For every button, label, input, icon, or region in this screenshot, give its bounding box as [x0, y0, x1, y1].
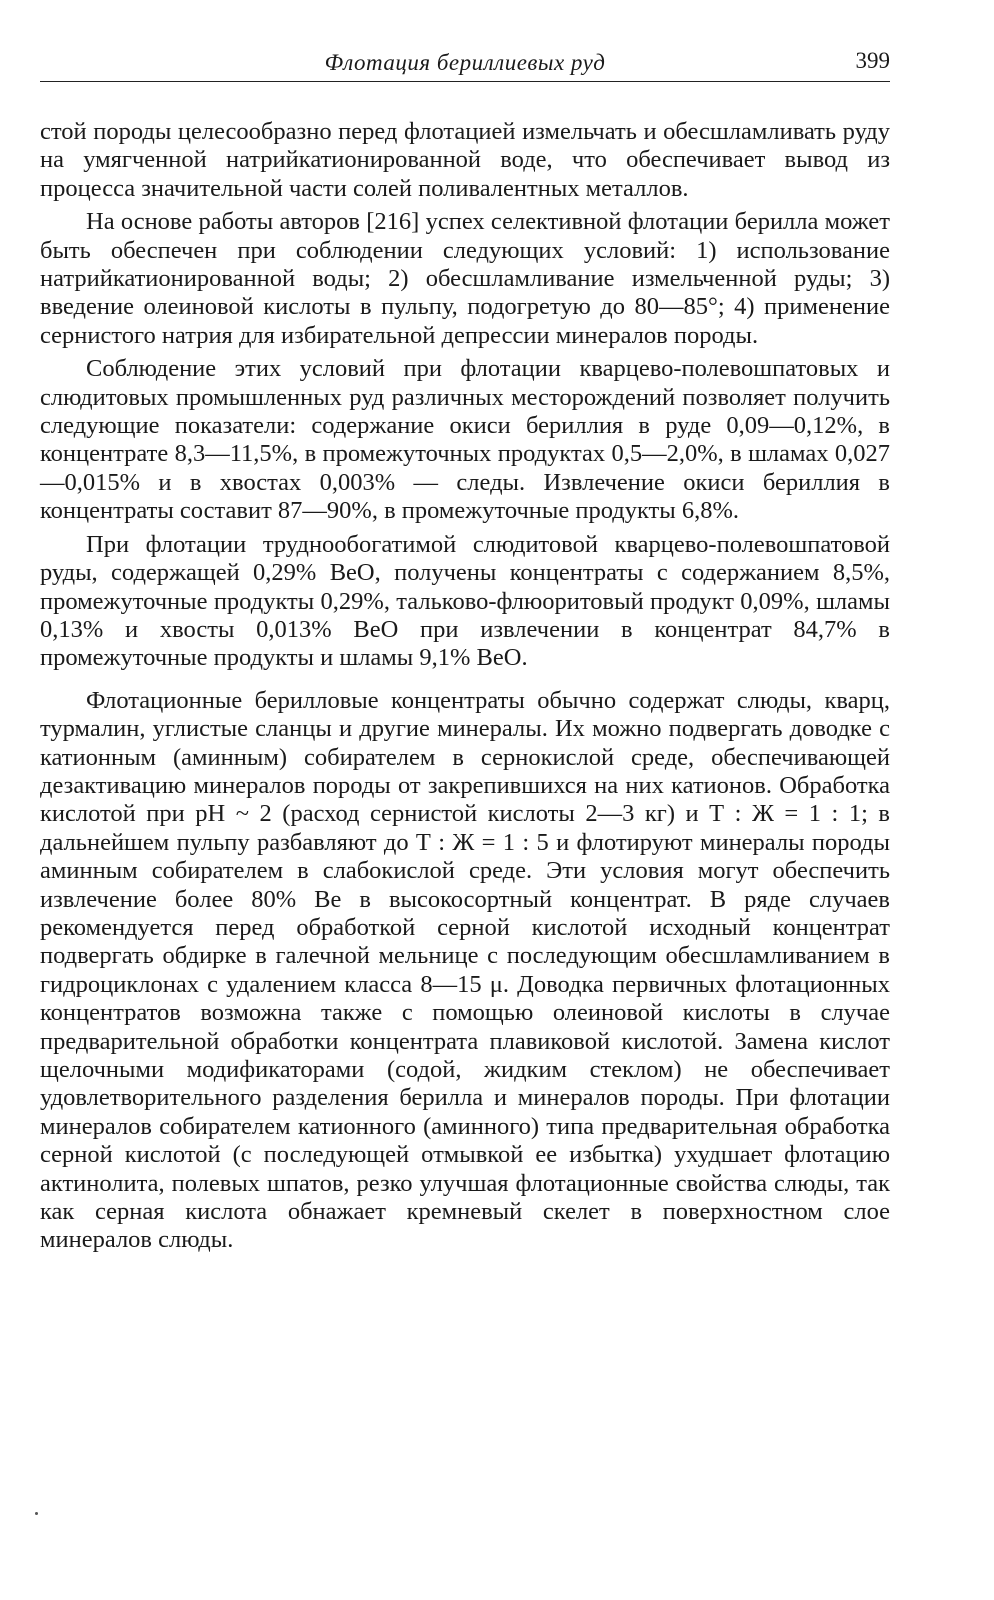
header-rule — [40, 81, 890, 82]
paragraph-concentrate-cleaning: Флотационные берилловые концентраты обычно содержат слюды, кварц, турмалин, углистые сланцы и другие минералы. Их можно подвергать доводке с катионным (аминным) собирателем в сернокислой среде, обеспечивающей дезактивацию минералов породы от закрепившихся на них катионов. Обработка кислотой при pH ~ 2 (расход сернистой кислоты 2—3 кг) и Т : Ж = 1 : 1; в дальнейшем пульпу разбавляют до Т : Ж = 1 : 5 и флотируют минералы породы аминным собирателем в слабокислой среде. Эти условия могут обеспечить извлечение более 80% Be в высокосортный концентрат. В ряде случаев рекомендуется перед обработкой серной кислотой исходный концентрат подвергать обдирке в галечной мельнице с последующим обесшламливанием в гидроциклонах с удалением класса 8—15 μ. Доводка первичных флотационных концентратов возможна также с помощью олеиновой кислоты в случае предварительной обработки концентрата плавиковой кислотой. Замена кислот щелочными модификаторами (содой, жидким стеклом) не обеспечивает удовлетворительного разделения берилла и минералов породы. При флотации минералов собирателем катионного (аминного) типа предварительная обработка серной кислотой (с последующей отмывкой ее избытка) ухудшает флотацию актинолита, полевых шпатов, резко улучшая флотационные свойства слюды, так как серная кислота обнажает кремневый скелет в поверхностном слое минералов слюды. — [40, 686, 890, 1254]
page-number: 399 — [855, 48, 890, 73]
body-text — [40, 118, 890, 1255]
paragraph-selective-flotation-conditions: На основе работы авторов [216] успех селективной флотации берилла может быть обеспечен при соблюдении следующих условий: 1) использование натрийкатионированной воды; 2) обесшламливание измельченной руды; 3) введение олеиновой кислоты в пульпу, подогретую до 80—85°; 4) применение сернистого натрия для избирательной депрессии минералов породы. — [40, 208, 890, 349]
running-head — [40, 46, 890, 80]
paragraph-difficult-ore-results: При флотации труднообогатимой слюдитовой кварцево-полевошпатовой руды, содержащей 0,29% BeO, получены концентраты с содержанием 8,5%, промежуточные продукты 0,29%, тальково-флюоритовый продукт 0,09%, шламы 0,13% и хвосты 0,013% BeO при извлечении в концентрат 84,7% в промежуточные продукты и шламы 9,1% BeO. — [40, 530, 890, 672]
paragraph-flotation-indicators: Соблюдение этих условий при флотации кварцево-полевошпатовых и слюдитовых промышленных руд различных месторождений позволяет получить следующие показатели: содержание окиси бериллия в руде 0,09—0,12%, в концентрате 8,3—11,5%, в промежуточных продуктах 0,5—2,0%, в шламах 0,027—0,015% и в хвостах 0,003% — следы. Извлечение окиси бериллия в концентраты составит 87—90%, в промежуточные продукты 6,8%. — [40, 355, 890, 525]
paragraph-continuation: стой породы целесообразно перед флотацией измельчать и обесшламливать руду на умягченной натрийкатионированной воде, что обеспечивает вывод из процесса значительной части солей поливалентных металлов. — [40, 118, 890, 202]
running-title: Флотация бериллиевых руд — [324, 50, 606, 75]
print-speck — [35, 1512, 38, 1515]
